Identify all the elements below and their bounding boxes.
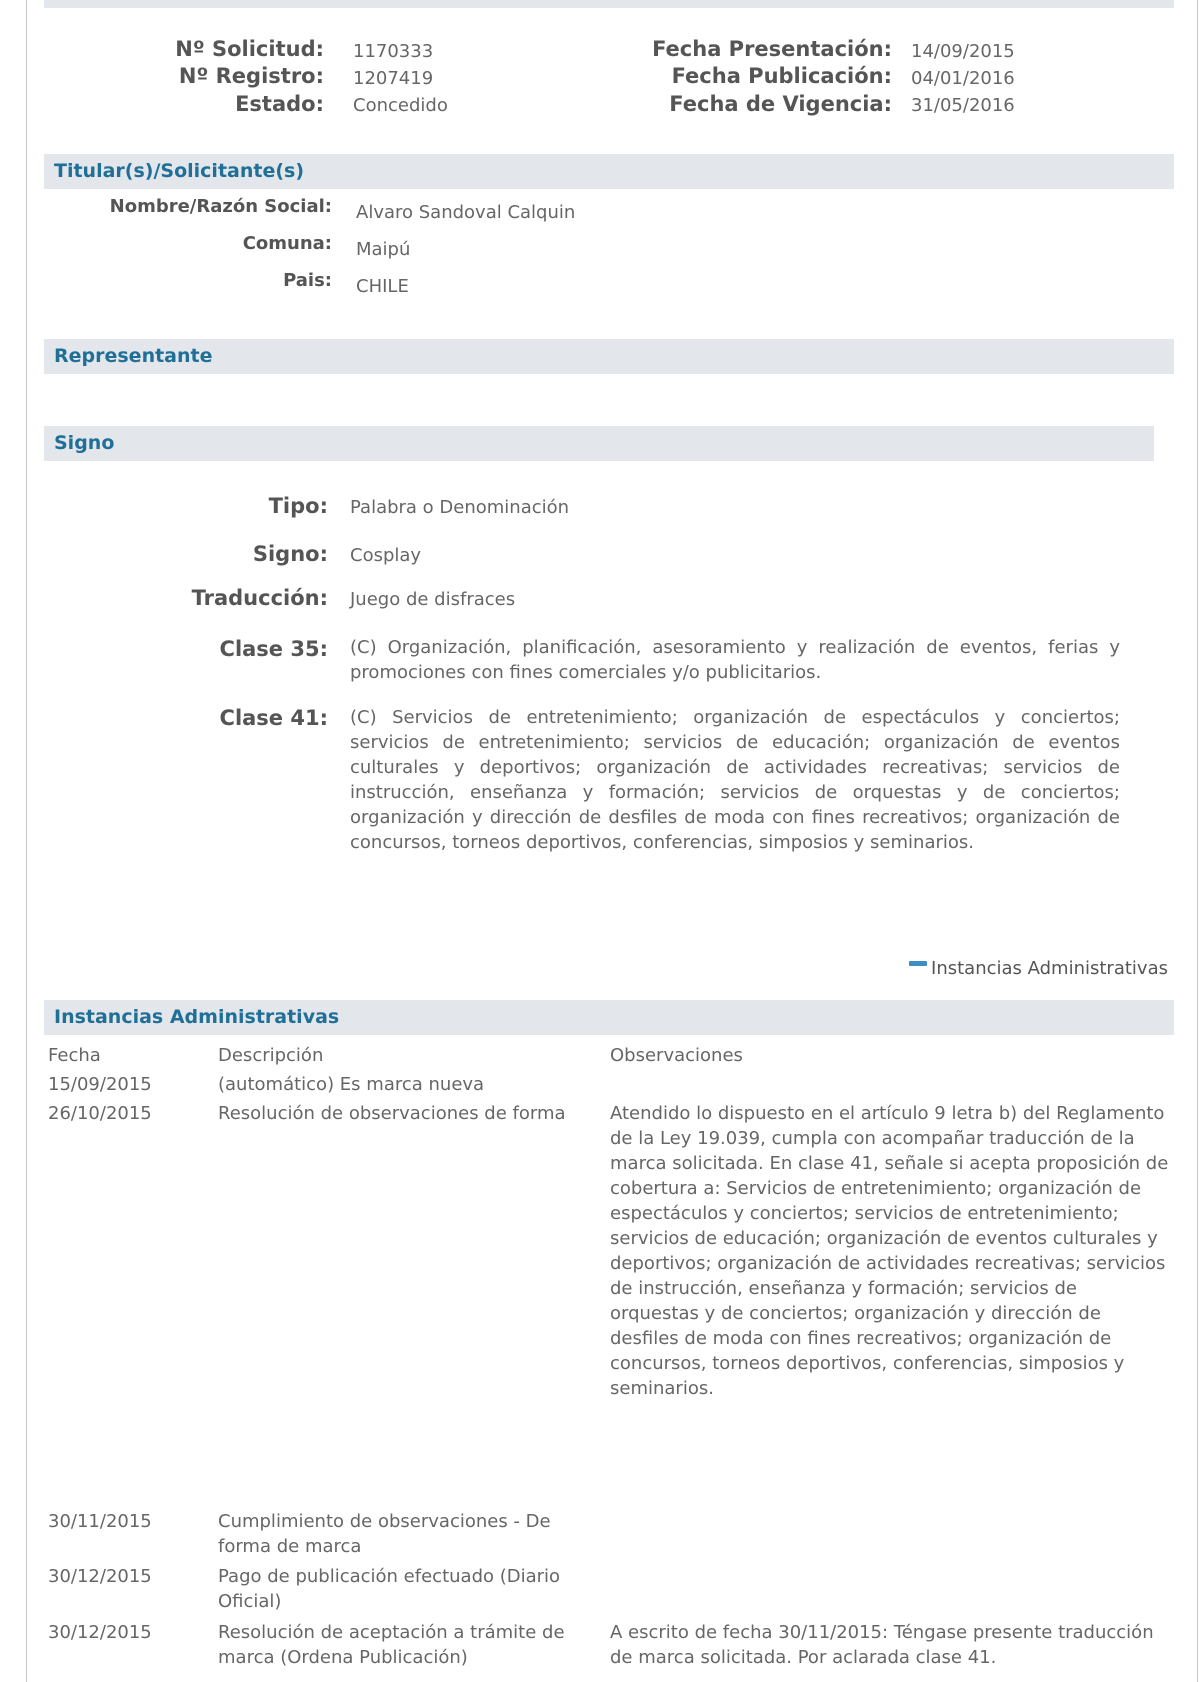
clase41-label: Clase 41: xyxy=(219,706,328,730)
nombre-value: Alvaro Sandoval Calquin xyxy=(356,202,576,223)
comuna-label: Comuna: xyxy=(242,233,332,254)
signo-label: Signo: xyxy=(252,542,328,566)
cell-fecha: 30/12/2015 xyxy=(48,1566,152,1587)
estado-label: Estado: xyxy=(235,92,324,116)
cell-descripcion: Pago de publicación efectuado (Diario Oficial) xyxy=(218,1566,561,1612)
clase41-value: (C) Servicios de entretenimiento; organización de espectáculos y conciertos; servicios de entretenimiento; servicios de educación; organización de eventos culturales y deportivos; organización de actividades recreativas; servicios de instrucción, enseñanza y formación; servicios de orquestas y de conciertos; organización y dirección de desfiles de moda con fines recreativos; organización de concursos, torneos deportivos, conferencias, simposios y seminarios. xyxy=(350,707,1120,853)
instancias-toggle-label[interactable]: Instancias Administrativas xyxy=(931,958,1168,979)
cell-observaciones: Atendido lo dispuesto en el artículo 9 letra b) del Reglamento de la Ley 19.039, cumpla con acompañar traducción de la marca solicitada. En clase 41, señale si acepta proposición de cobertura a: Servicios de entretenimiento; organización de espectáculos y conciertos; servicios de entretenimiento; servicios de educación; organización de eventos culturales y deportivos; organización de actividades recreativas; servicios de instrucción, enseñanza y formación; servicios de orquestas y de conciertos; organización y dirección de desfiles de moda con fines recreativos; organización de concursos, torneos deportivos, conferencias, simposios y seminarios. xyxy=(610,1103,1169,1399)
cell-descripcion: Resolución de aceptación a trámite de marca (Ordena Publicación) xyxy=(218,1622,565,1668)
cell-descripcion: Cumplimiento de observaciones - De forma de marca xyxy=(218,1511,551,1557)
solicitud-label: Nº Solicitud: xyxy=(175,37,324,61)
presentacion-value: 14/09/2015 xyxy=(911,41,1015,62)
pais-value: CHILE xyxy=(356,276,409,297)
cell-fecha: 30/12/2015 xyxy=(48,1622,152,1643)
titular-section-header: Titular(s)/Solicitante(s) xyxy=(44,154,1174,189)
column-header-fecha: Fecha xyxy=(48,1045,101,1066)
minus-icon[interactable] xyxy=(909,961,927,966)
cell-fecha: 30/11/2015 xyxy=(48,1511,152,1532)
solicitud-value: 1170333 xyxy=(353,41,434,62)
pais-label: Pais: xyxy=(283,270,332,291)
traduccion-label: Traducción: xyxy=(191,586,328,610)
publicacion-value: 04/01/2016 xyxy=(911,68,1015,89)
registro-label: Nº Registro: xyxy=(178,64,324,88)
clase35-value: (C) Organización, planificación, asesoramiento y realización de eventos, ferias y promociones con fines comerciales y/o publicitarios. xyxy=(350,637,1120,683)
signo-section-header: Signo xyxy=(44,426,1154,461)
vigencia-label: Fecha de Vigencia: xyxy=(669,92,892,116)
representante-section-header: Representante xyxy=(44,339,1174,374)
cell-observaciones: A escrito de fecha 30/11/2015: Téngase presente traducción de marca solicitada. Por aclarada clase 41. xyxy=(610,1622,1154,1668)
vigencia-value: 31/05/2016 xyxy=(911,95,1015,116)
tipo-value: Palabra o Denominación xyxy=(350,497,570,518)
publicacion-row xyxy=(0,64,892,88)
comuna-value: Maipú xyxy=(356,239,411,260)
top-header-strip xyxy=(44,0,1174,8)
cell-fecha: 26/10/2015 xyxy=(48,1103,152,1124)
traduccion-value: Juego de disfraces xyxy=(350,589,516,610)
column-header-descripcion: Descripción xyxy=(218,1045,324,1066)
publicacion-label: Fecha Publicación: xyxy=(671,64,892,88)
instancias-toggle[interactable] xyxy=(909,958,1168,979)
estado-value: Concedido xyxy=(353,95,448,116)
cell-descripcion: Resolución de observaciones de forma xyxy=(218,1103,566,1124)
vigencia-row xyxy=(0,92,892,116)
registro-value: 1207419 xyxy=(353,68,434,89)
tipo-label: Tipo: xyxy=(268,494,328,518)
cell-descripcion: (automático) Es marca nueva xyxy=(218,1074,485,1095)
cell-fecha: 15/09/2015 xyxy=(48,1074,152,1095)
signo-value: Cosplay xyxy=(350,545,422,566)
presentacion-label: Fecha Presentación: xyxy=(652,37,892,61)
nombre-label: Nombre/Razón Social: xyxy=(109,196,332,217)
instancias-section-header: Instancias Administrativas xyxy=(44,1000,1174,1035)
clase35-label: Clase 35: xyxy=(219,637,328,661)
presentacion-row xyxy=(0,37,892,61)
column-header-observaciones: Observaciones xyxy=(610,1045,743,1066)
